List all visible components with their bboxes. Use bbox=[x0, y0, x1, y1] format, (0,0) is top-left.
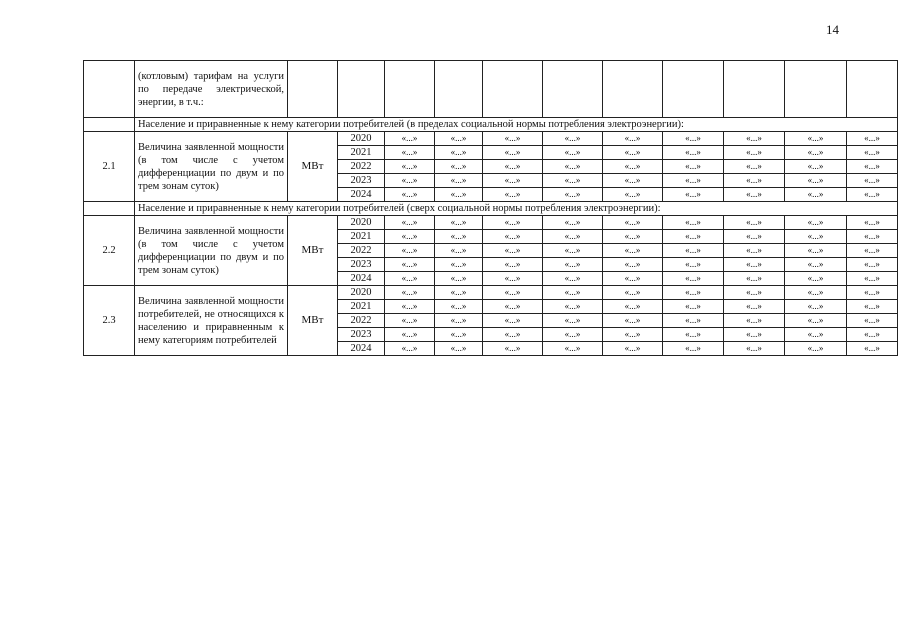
section-title: Население и приравненные к нему категории потребителей (в пределах социальной нормы потребления электроэнергии): bbox=[135, 118, 898, 132]
value-placeholder: «...» bbox=[663, 188, 724, 202]
value-placeholder: «...» bbox=[435, 216, 483, 230]
value-placeholder: «...» bbox=[785, 300, 847, 314]
value-placeholder: «...» bbox=[543, 146, 603, 160]
value-placeholder: «...» bbox=[785, 244, 847, 258]
year-cell: 2023 bbox=[338, 174, 385, 188]
value-placeholder: «...» bbox=[385, 258, 435, 272]
empty-cell bbox=[603, 61, 663, 118]
section-title: Население и приравненные к нему категории потребителей (сверх социальной нормы потребления электроэнергии): bbox=[135, 202, 898, 216]
value-placeholder: «...» bbox=[724, 132, 785, 146]
year-cell: 2024 bbox=[338, 272, 385, 286]
year-cell: 2020 bbox=[338, 216, 385, 230]
year-cell: 2024 bbox=[338, 188, 385, 202]
value-placeholder: «...» bbox=[435, 230, 483, 244]
value-placeholder: «...» bbox=[724, 188, 785, 202]
value-placeholder: «...» bbox=[435, 132, 483, 146]
value-placeholder: «...» bbox=[785, 188, 847, 202]
value-placeholder: «...» bbox=[785, 160, 847, 174]
value-placeholder: «...» bbox=[847, 216, 898, 230]
value-placeholder: «...» bbox=[435, 146, 483, 160]
value-placeholder: «...» bbox=[435, 160, 483, 174]
value-placeholder: «...» bbox=[663, 342, 724, 356]
empty-cell bbox=[338, 61, 385, 118]
row-description: Величина заявленной мощности (в том числе с учетом дифференциации по двум и по трем зонам суток) bbox=[135, 216, 288, 286]
value-placeholder: «...» bbox=[847, 146, 898, 160]
value-placeholder: «...» bbox=[603, 300, 663, 314]
value-placeholder: «...» bbox=[724, 160, 785, 174]
table-row bbox=[84, 286, 898, 300]
value-placeholder: «...» bbox=[385, 132, 435, 146]
empty-cell bbox=[385, 61, 435, 118]
value-placeholder: «...» bbox=[663, 216, 724, 230]
value-placeholder: «...» bbox=[543, 174, 603, 188]
empty-cell bbox=[483, 61, 543, 118]
value-placeholder: «...» bbox=[847, 314, 898, 328]
value-placeholder: «...» bbox=[847, 230, 898, 244]
empty-cell bbox=[663, 61, 724, 118]
empty-cell bbox=[543, 61, 603, 118]
value-placeholder: «...» bbox=[847, 188, 898, 202]
row-number: 2.2 bbox=[84, 216, 135, 286]
value-placeholder: «...» bbox=[543, 132, 603, 146]
value-placeholder: «...» bbox=[543, 272, 603, 286]
year-cell: 2020 bbox=[338, 286, 385, 300]
value-placeholder: «...» bbox=[435, 300, 483, 314]
section-title-row bbox=[84, 118, 898, 132]
value-placeholder: «...» bbox=[543, 216, 603, 230]
value-placeholder: «...» bbox=[847, 286, 898, 300]
year-cell: 2023 bbox=[338, 258, 385, 272]
value-placeholder: «...» bbox=[785, 286, 847, 300]
value-placeholder: «...» bbox=[483, 230, 543, 244]
value-placeholder: «...» bbox=[724, 174, 785, 188]
value-placeholder: «...» bbox=[483, 258, 543, 272]
value-placeholder: «...» bbox=[385, 314, 435, 328]
value-placeholder: «...» bbox=[435, 314, 483, 328]
value-placeholder: «...» bbox=[847, 342, 898, 356]
empty-cell bbox=[724, 61, 785, 118]
row-unit: МВт bbox=[288, 216, 338, 286]
value-placeholder: «...» bbox=[724, 230, 785, 244]
page-number: 14 bbox=[826, 22, 839, 37]
value-placeholder: «...» bbox=[603, 132, 663, 146]
value-placeholder: «...» bbox=[385, 244, 435, 258]
value-placeholder: «...» bbox=[385, 146, 435, 160]
value-placeholder: «...» bbox=[483, 216, 543, 230]
value-placeholder: «...» bbox=[847, 132, 898, 146]
value-placeholder: «...» bbox=[543, 188, 603, 202]
value-placeholder: «...» bbox=[603, 258, 663, 272]
value-placeholder: «...» bbox=[847, 272, 898, 286]
value-placeholder: «...» bbox=[663, 314, 724, 328]
value-placeholder: «...» bbox=[385, 328, 435, 342]
value-placeholder: «...» bbox=[483, 300, 543, 314]
value-placeholder: «...» bbox=[603, 160, 663, 174]
empty-cell bbox=[435, 61, 483, 118]
value-placeholder: «...» bbox=[435, 188, 483, 202]
value-placeholder: «...» bbox=[543, 244, 603, 258]
value-placeholder: «...» bbox=[847, 258, 898, 272]
value-placeholder: «...» bbox=[435, 342, 483, 356]
value-placeholder: «...» bbox=[663, 328, 724, 342]
value-placeholder: «...» bbox=[483, 314, 543, 328]
value-placeholder: «...» bbox=[483, 342, 543, 356]
value-placeholder: «...» bbox=[603, 146, 663, 160]
value-placeholder: «...» bbox=[385, 216, 435, 230]
value-placeholder: «...» bbox=[385, 342, 435, 356]
value-placeholder: «...» bbox=[543, 230, 603, 244]
row-description: Величина заявленной мощности (в том числе с учетом дифференциации по двум и по трем зонам суток) bbox=[135, 132, 288, 202]
empty-cell bbox=[288, 61, 338, 118]
value-placeholder: «...» bbox=[543, 286, 603, 300]
row-unit: МВт bbox=[288, 286, 338, 356]
value-placeholder: «...» bbox=[603, 174, 663, 188]
value-placeholder: «...» bbox=[543, 258, 603, 272]
year-cell: 2021 bbox=[338, 300, 385, 314]
value-placeholder: «...» bbox=[785, 272, 847, 286]
year-cell: 2020 bbox=[338, 132, 385, 146]
value-placeholder: «...» bbox=[724, 244, 785, 258]
value-placeholder: «...» bbox=[847, 328, 898, 342]
value-placeholder: «...» bbox=[724, 328, 785, 342]
value-placeholder: «...» bbox=[724, 286, 785, 300]
value-placeholder: «...» bbox=[785, 174, 847, 188]
value-placeholder: «...» bbox=[724, 342, 785, 356]
value-placeholder: «...» bbox=[785, 216, 847, 230]
value-placeholder: «...» bbox=[785, 258, 847, 272]
section-num-cell bbox=[84, 118, 135, 132]
value-placeholder: «...» bbox=[847, 174, 898, 188]
year-cell: 2022 bbox=[338, 160, 385, 174]
value-placeholder: «...» bbox=[724, 258, 785, 272]
value-placeholder: «...» bbox=[724, 272, 785, 286]
value-placeholder: «...» bbox=[483, 286, 543, 300]
value-placeholder: «...» bbox=[603, 244, 663, 258]
value-placeholder: «...» bbox=[435, 286, 483, 300]
value-placeholder: «...» bbox=[724, 300, 785, 314]
row-unit: МВт bbox=[288, 132, 338, 202]
value-placeholder: «...» bbox=[435, 258, 483, 272]
value-placeholder: «...» bbox=[385, 160, 435, 174]
value-placeholder: «...» bbox=[603, 272, 663, 286]
value-placeholder: «...» bbox=[385, 300, 435, 314]
value-placeholder: «...» bbox=[385, 286, 435, 300]
value-placeholder: «...» bbox=[543, 300, 603, 314]
year-cell: 2022 bbox=[338, 244, 385, 258]
value-placeholder: «...» bbox=[663, 286, 724, 300]
value-placeholder: «...» bbox=[435, 244, 483, 258]
intro-description: (котловым) тарифам на услуги по передаче электрической, энергии, в т.ч.: bbox=[135, 61, 288, 118]
value-placeholder: «...» bbox=[483, 174, 543, 188]
value-placeholder: «...» bbox=[663, 272, 724, 286]
value-placeholder: «...» bbox=[724, 314, 785, 328]
value-placeholder: «...» bbox=[483, 160, 543, 174]
section-title-row bbox=[84, 202, 898, 216]
value-placeholder: «...» bbox=[785, 328, 847, 342]
value-placeholder: «...» bbox=[663, 146, 724, 160]
value-placeholder: «...» bbox=[603, 314, 663, 328]
year-cell: 2021 bbox=[338, 146, 385, 160]
value-placeholder: «...» bbox=[847, 244, 898, 258]
value-placeholder: «...» bbox=[603, 286, 663, 300]
year-cell: 2021 bbox=[338, 230, 385, 244]
row-number: 2.1 bbox=[84, 132, 135, 202]
value-placeholder: «...» bbox=[847, 300, 898, 314]
row-description: Величина заявленной мощности потребителей, не относящихся к населению и приравненным к нему категориям потребителей bbox=[135, 286, 288, 356]
empty-cell bbox=[847, 61, 898, 118]
value-placeholder: «...» bbox=[663, 258, 724, 272]
value-placeholder: «...» bbox=[435, 328, 483, 342]
value-placeholder: «...» bbox=[847, 160, 898, 174]
value-placeholder: «...» bbox=[785, 342, 847, 356]
value-placeholder: «...» bbox=[603, 328, 663, 342]
row-number: 2.3 bbox=[84, 286, 135, 356]
year-cell: 2024 bbox=[338, 342, 385, 356]
value-placeholder: «...» bbox=[543, 342, 603, 356]
value-placeholder: «...» bbox=[543, 328, 603, 342]
table-row bbox=[84, 216, 898, 230]
value-placeholder: «...» bbox=[663, 244, 724, 258]
value-placeholder: «...» bbox=[483, 272, 543, 286]
section-num-cell bbox=[84, 202, 135, 216]
value-placeholder: «...» bbox=[663, 160, 724, 174]
value-placeholder: «...» bbox=[543, 160, 603, 174]
value-placeholder: «...» bbox=[724, 216, 785, 230]
value-placeholder: «...» bbox=[663, 174, 724, 188]
value-placeholder: «...» bbox=[543, 314, 603, 328]
value-placeholder: «...» bbox=[385, 174, 435, 188]
value-placeholder: «...» bbox=[663, 300, 724, 314]
value-placeholder: «...» bbox=[603, 188, 663, 202]
value-placeholder: «...» bbox=[603, 342, 663, 356]
empty-cell bbox=[785, 61, 847, 118]
value-placeholder: «...» bbox=[435, 174, 483, 188]
table-row bbox=[84, 132, 898, 146]
year-cell: 2023 bbox=[338, 328, 385, 342]
value-placeholder: «...» bbox=[483, 244, 543, 258]
intro-row bbox=[84, 61, 898, 118]
value-placeholder: «...» bbox=[603, 230, 663, 244]
value-placeholder: «...» bbox=[785, 314, 847, 328]
value-placeholder: «...» bbox=[785, 146, 847, 160]
value-placeholder: «...» bbox=[663, 230, 724, 244]
year-cell: 2022 bbox=[338, 314, 385, 328]
value-placeholder: «...» bbox=[663, 132, 724, 146]
value-placeholder: «...» bbox=[435, 272, 483, 286]
value-placeholder: «...» bbox=[785, 230, 847, 244]
tariff-table bbox=[83, 60, 898, 356]
intro-num-cell bbox=[84, 61, 135, 118]
value-placeholder: «...» bbox=[483, 328, 543, 342]
value-placeholder: «...» bbox=[603, 216, 663, 230]
value-placeholder: «...» bbox=[785, 132, 847, 146]
value-placeholder: «...» bbox=[385, 230, 435, 244]
value-placeholder: «...» bbox=[483, 146, 543, 160]
value-placeholder: «...» bbox=[483, 132, 543, 146]
value-placeholder: «...» bbox=[385, 188, 435, 202]
value-placeholder: «...» bbox=[385, 272, 435, 286]
value-placeholder: «...» bbox=[483, 188, 543, 202]
value-placeholder: «...» bbox=[724, 146, 785, 160]
